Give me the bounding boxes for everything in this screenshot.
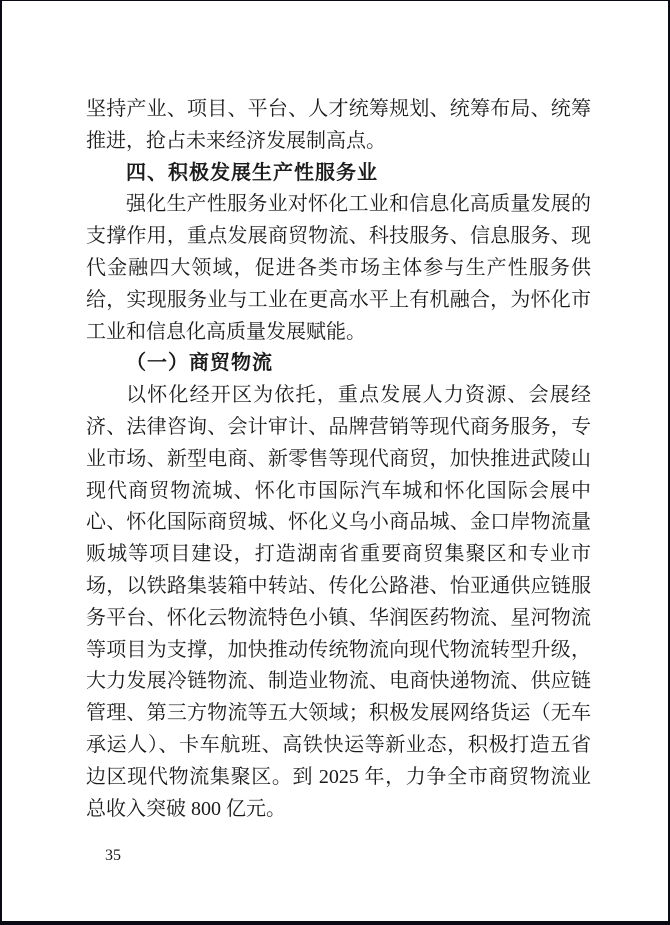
text-block xyxy=(86,94,591,825)
page-number: 35 xyxy=(105,847,121,864)
paragraph-continuation: 坚持产业、项目、平台、人才统筹规划、统筹布局、统筹推进，抢占未来经济发展制高点。 xyxy=(86,98,591,152)
section-heading-productive-services: 四、积极发展生产性服务业 xyxy=(126,161,378,184)
paragraph-productive-services: 强化生产性服务业对怀化工业和信息化高质量发展的支撑作用，重点发展商贸物流、科技服务、信息服务、现代金融四大领域，促进各类市场主体参与生产性服务供给，实现服务业与工业在更高水平上有机融合，为怀化市工业和信息化高质量发展赋能。 xyxy=(86,193,591,343)
subsection-heading-trade-logistics: （一）商贸物流 xyxy=(126,352,273,375)
paragraph-trade-logistics: 以怀化经开区为依托，重点发展人力资源、会展经济、法律咨询、会计审计、品牌营销等现代商务服务，专业市场、新型电商、新零售等现代商贸，加快推进武陵山现代商贸物流城、怀化市国际汽车城和怀化国际会展中心、怀化国际商贸城、怀化义乌小商品城、金口岸物流量贩城等项目建设，打造湖南省重要商贸集聚区和专业市场，以铁路集装箱中转站、传化公路港、怡亚通供应链服务平台、怀化云物流特色小镇、华润医药物流、星河物流等项目为支撑，加快推动传统物流向现代物流转型升级，大力发展冷链物流、制造业物流、电商快递物流、供应链管理、第三方物流等五大领域；积极发展网络货运（无车承运人）、卡车航班、高铁快运等新业态，积极打造五省边区现代物流集聚区。到 2025 年，力争全市商贸物流业总收入突破 800 亿元。 xyxy=(86,384,591,820)
